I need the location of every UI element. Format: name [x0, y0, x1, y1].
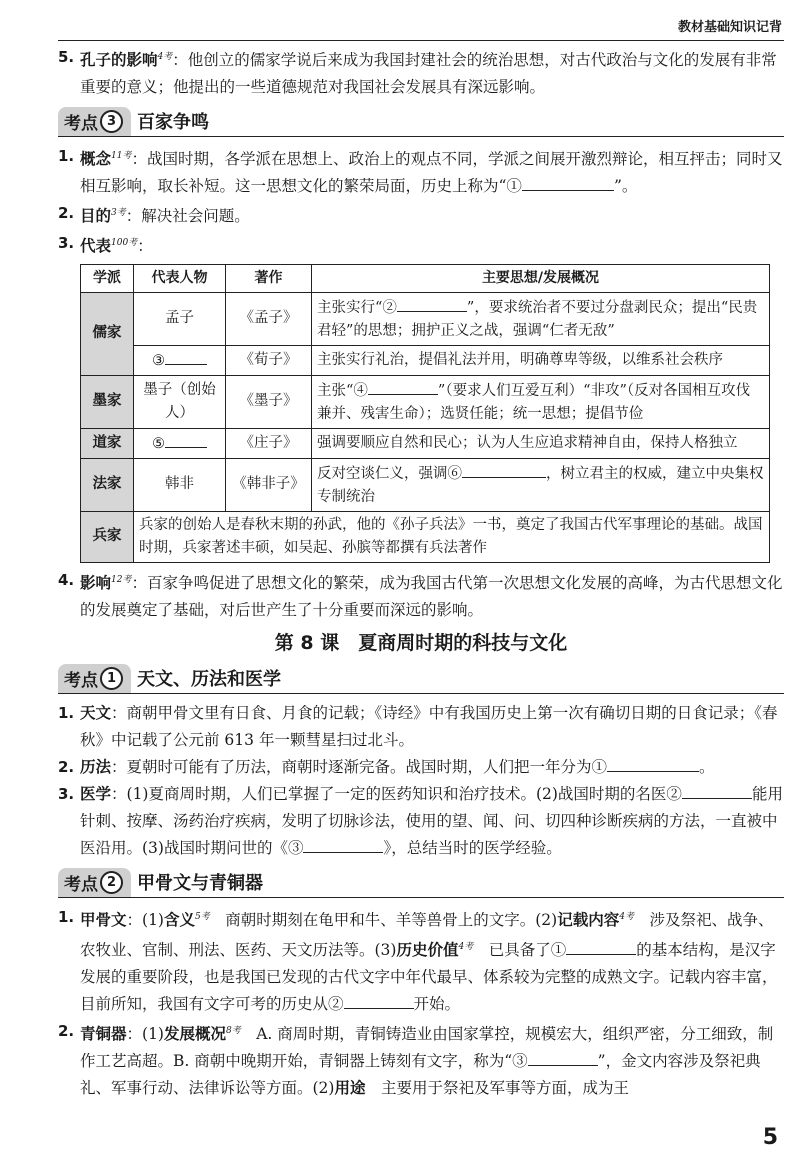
list-item — [58, 567, 784, 624]
fill-blank-3[interactable] — [528, 1049, 598, 1066]
item-text: ： — [137, 237, 153, 256]
exam-count: 100考 — [111, 238, 138, 249]
table-row — [81, 345, 770, 375]
exam-count: 4考 — [458, 941, 474, 952]
idea-cell — [312, 292, 770, 345]
idea-text: 主张“④ — [317, 382, 368, 399]
table-row — [81, 511, 770, 562]
fill-blank-2[interactable] — [344, 992, 414, 1009]
section-title: 甲骨文与青铜器 — [137, 872, 263, 894]
item-text: 开始。 — [413, 995, 461, 1014]
column-header: 学派 — [81, 264, 134, 292]
tag-label: 考点 — [64, 874, 98, 895]
exam-count: 12考 — [111, 574, 132, 585]
fill-blank-2[interactable] — [397, 295, 467, 312]
person-cell: 孟子 — [134, 292, 226, 345]
section-header-1 — [58, 665, 784, 694]
section-header-2 — [58, 869, 784, 898]
item-text: A. 商周时期，青铜铸造业由国家掌控，规模宏大，组织严密，分工细致，制作工艺高超。B. 商朝中晚期开始，青铜器上铸刻有文字，称为“③ — [80, 1025, 774, 1071]
fill-blank-3[interactable] — [165, 348, 207, 365]
item-text-after: ”。 — [613, 177, 638, 196]
item-term: 孔子的影响 — [80, 51, 158, 70]
person-cell: 韩非 — [134, 458, 226, 511]
page-content — [58, 44, 784, 1102]
page-number: 5 — [762, 1125, 778, 1150]
fill-blank-2[interactable] — [682, 782, 752, 799]
idea-text: ”，要求统治者不要过分盘剥民众；提出“民贵君轻”的思想；拥护正义之战，强调“仁者无敌” — [317, 299, 758, 339]
item-text: 的基本结构，是汉字发展的重要阶段，也是我国已发现的古代文字中年代最早、体系较为完整的成熟文字。记载内容丰富，目前所知，我国有文字可考的历史从② — [80, 941, 778, 1014]
person-cell — [134, 428, 226, 458]
column-header: 主要思想/发展概况 — [312, 264, 770, 292]
item-text: 涉及祭祀、战争、农牧业、官制、刑法、医药、天文历法等。(3) — [80, 910, 774, 960]
item-number: 1. — [58, 907, 75, 926]
exam-count: 8考 — [226, 1026, 241, 1037]
exam-count: 11考 — [111, 151, 132, 162]
person-text: ③ — [152, 352, 165, 369]
idea-cell: 强调要顺应自然和民心；认为人生应追求精神自由，保持人格独立 — [312, 428, 770, 458]
item-term: 天文 — [80, 703, 112, 722]
section-header-3 — [58, 108, 784, 137]
header-title: 教材基础知识记背 — [677, 20, 782, 35]
list-item — [58, 1018, 784, 1102]
item-term: 影响 — [80, 573, 112, 592]
item-term: 甲骨文 — [80, 910, 127, 929]
list-item — [58, 700, 784, 754]
table-row — [81, 375, 770, 428]
item-text: 商朝时期刻在龟甲和牛、羊等兽骨上的文字。(2) — [209, 910, 558, 929]
item-term: 青铜器 — [80, 1025, 127, 1044]
tag-label: 考点 — [64, 670, 98, 691]
item-text: ：战国时期，各学派在思想上、政治上的观点不同，学派之间展开激烈辩论，相互抨击；同时又相互影响，取长补短。这一思想文化的繁荣局面，历史上称为“① — [80, 150, 783, 196]
item-text: ：夏朝时可能有了历法，商朝时逐渐完备。战国时期，人们把一年分为① — [111, 757, 608, 776]
column-header: 代表人物 — [134, 264, 226, 292]
intro-item — [58, 44, 784, 101]
section-tag — [58, 868, 131, 897]
item-text: ：百家争鸣促进了思想文化的繁荣，成为我国古代第一次思想文化发展的高峰，为古代思想文化的发展奠定了基础，对后世产生了十分重要而深远的影响。 — [80, 573, 783, 619]
item-text-after: 能用针刺、按摩、汤药治疗疾病，发明了切脉诊法，使用的望、闻、问、切四种诊断疾病的方法，一直被中医沿用。(3)战国时期问世的《③ — [80, 784, 783, 857]
fill-blank-6[interactable] — [462, 461, 546, 478]
item-term: 代表 — [80, 237, 112, 256]
exam-count: 3考 — [111, 208, 126, 219]
item-text: 主要用于祭祀及军事等方面，成为王 — [365, 1079, 629, 1098]
idea-text: ，树立君主的权威，建立中央集权专制统治 — [317, 465, 764, 505]
item-text: ：他创立的儒家学说后来成为我国封建社会的统治思想，对古代政治与文化的发展有非常重要的意义；他提出的一些道德规范对我国社会发展具有深远影响。 — [80, 51, 777, 97]
fill-blank-4[interactable] — [368, 378, 438, 395]
column-header: 著作 — [226, 264, 312, 292]
exam-count: 4考 — [619, 911, 634, 922]
list-item — [58, 143, 784, 200]
item-term: 历法 — [80, 757, 112, 776]
item-text-after: 》，总结当时的医学经验。 — [383, 838, 562, 857]
fill-blank-3[interactable] — [303, 836, 383, 853]
work-cell: 《墨子》 — [226, 375, 312, 428]
person-text: ⑤ — [152, 435, 165, 452]
circled-number-icon: 3 — [100, 110, 123, 133]
item-text-after: 。 — [699, 757, 715, 776]
table-header-row — [81, 264, 770, 292]
exam-count: 4考 — [157, 52, 173, 62]
sub-term: 历史价值 — [396, 941, 459, 960]
list-item — [58, 904, 784, 1018]
exam-count: 5考 — [195, 911, 210, 922]
item-number: 3. — [58, 784, 75, 803]
item-text: ：(1) — [126, 1025, 164, 1044]
table-row — [81, 428, 770, 458]
school-cell: 法家 — [81, 458, 134, 511]
school-cell: 墨家 — [81, 375, 134, 428]
fill-blank-1[interactable] — [607, 755, 699, 772]
sub-term: 含义 — [163, 910, 195, 929]
school-cell: 兵家 — [81, 511, 134, 562]
item-term: 概念 — [80, 150, 112, 169]
list-item — [58, 781, 784, 862]
item-number: 3. — [58, 234, 75, 253]
work-cell: 《庄子》 — [226, 428, 312, 458]
person-cell: 墨子（创始人） — [134, 375, 226, 428]
item-number: 4. — [58, 570, 75, 589]
section-title: 天文、历法和医学 — [137, 668, 281, 690]
idea-cell: 兵家的创始人是春秋末期的孙武，他的《孙子兵法》一书，奠定了我国古代军事理论的基础。战国时期，兵家著述丰硕，如吴起、孙膑等都撰有兵法著作 — [134, 511, 770, 562]
item-number: 1. — [58, 147, 75, 166]
table-row — [81, 458, 770, 511]
fill-blank-5[interactable] — [165, 431, 207, 448]
section-tag — [58, 107, 131, 136]
item-number: 2. — [58, 1022, 75, 1041]
lesson-title: 第 8 课 夏商周时期的科技与文化 — [274, 631, 568, 654]
work-cell: 《荀子》 — [226, 345, 312, 375]
item-number: 5. — [58, 48, 75, 66]
sub-term: 记载内容 — [557, 910, 620, 929]
sub-term: 发展概况 — [163, 1025, 226, 1044]
item-term: 医学 — [80, 784, 112, 803]
list-item — [58, 230, 784, 260]
item-number: 2. — [58, 204, 75, 223]
idea-cell — [312, 375, 770, 428]
item-text: ：商朝甲骨文里有日食、月食的记载；《诗经》中有我国历史上第一次有确切日期的日食记录；《春秋》中记载了公元前 613 年一颗彗星扫过北斗。 — [80, 703, 778, 749]
item-number: 2. — [58, 757, 75, 776]
list-item — [58, 754, 784, 781]
work-cell: 《孟子》 — [226, 292, 312, 345]
school-cell: 道家 — [81, 428, 134, 458]
section-title: 百家争鸣 — [137, 112, 209, 134]
list-item — [58, 200, 784, 230]
item-text: ：(1)夏商周时期，人们已掌握了一定的医药知识和治疗技术。(2)战国时期的名医② — [111, 784, 682, 803]
circled-number-icon: 1 — [100, 667, 123, 690]
idea-text: 主张实行“② — [317, 299, 397, 316]
idea-cell: 主张实行礼治，提倡礼法并用，明确尊卑等级，以维系社会秩序 — [312, 345, 770, 375]
section-tag — [58, 664, 131, 693]
item-text: ：解决社会问题。 — [125, 207, 250, 226]
item-term: 目的 — [80, 207, 112, 226]
person-cell — [134, 345, 226, 375]
idea-text: 反对空谈仁义，强调⑥ — [317, 465, 462, 482]
idea-text: ”（要求人们互爱互利）“非攻”（反对各国相互攻伐兼并、残害生命）；选贤任能；统一思想；提倡节俭 — [317, 382, 751, 422]
fill-blank-1[interactable] — [522, 174, 614, 191]
item-number: 1. — [58, 703, 75, 722]
schools-table — [80, 264, 770, 563]
item-text: ：(1) — [126, 910, 164, 929]
item-text: ”，金文内容涉及祭祀典礼、军事行动、法律诉讼等方面。(2) — [80, 1052, 761, 1098]
sub-term: 用途 — [334, 1079, 366, 1098]
header-rule — [58, 40, 784, 41]
table-row — [81, 292, 770, 345]
idea-cell — [312, 458, 770, 511]
tag-label: 考点 — [64, 114, 98, 135]
circled-number-icon: 2 — [100, 871, 123, 894]
fill-blank-1[interactable] — [566, 938, 636, 955]
item-text: 已具备了① — [473, 941, 567, 960]
school-cell: 儒家 — [81, 292, 134, 375]
work-cell: 《韩非子》 — [226, 458, 312, 511]
